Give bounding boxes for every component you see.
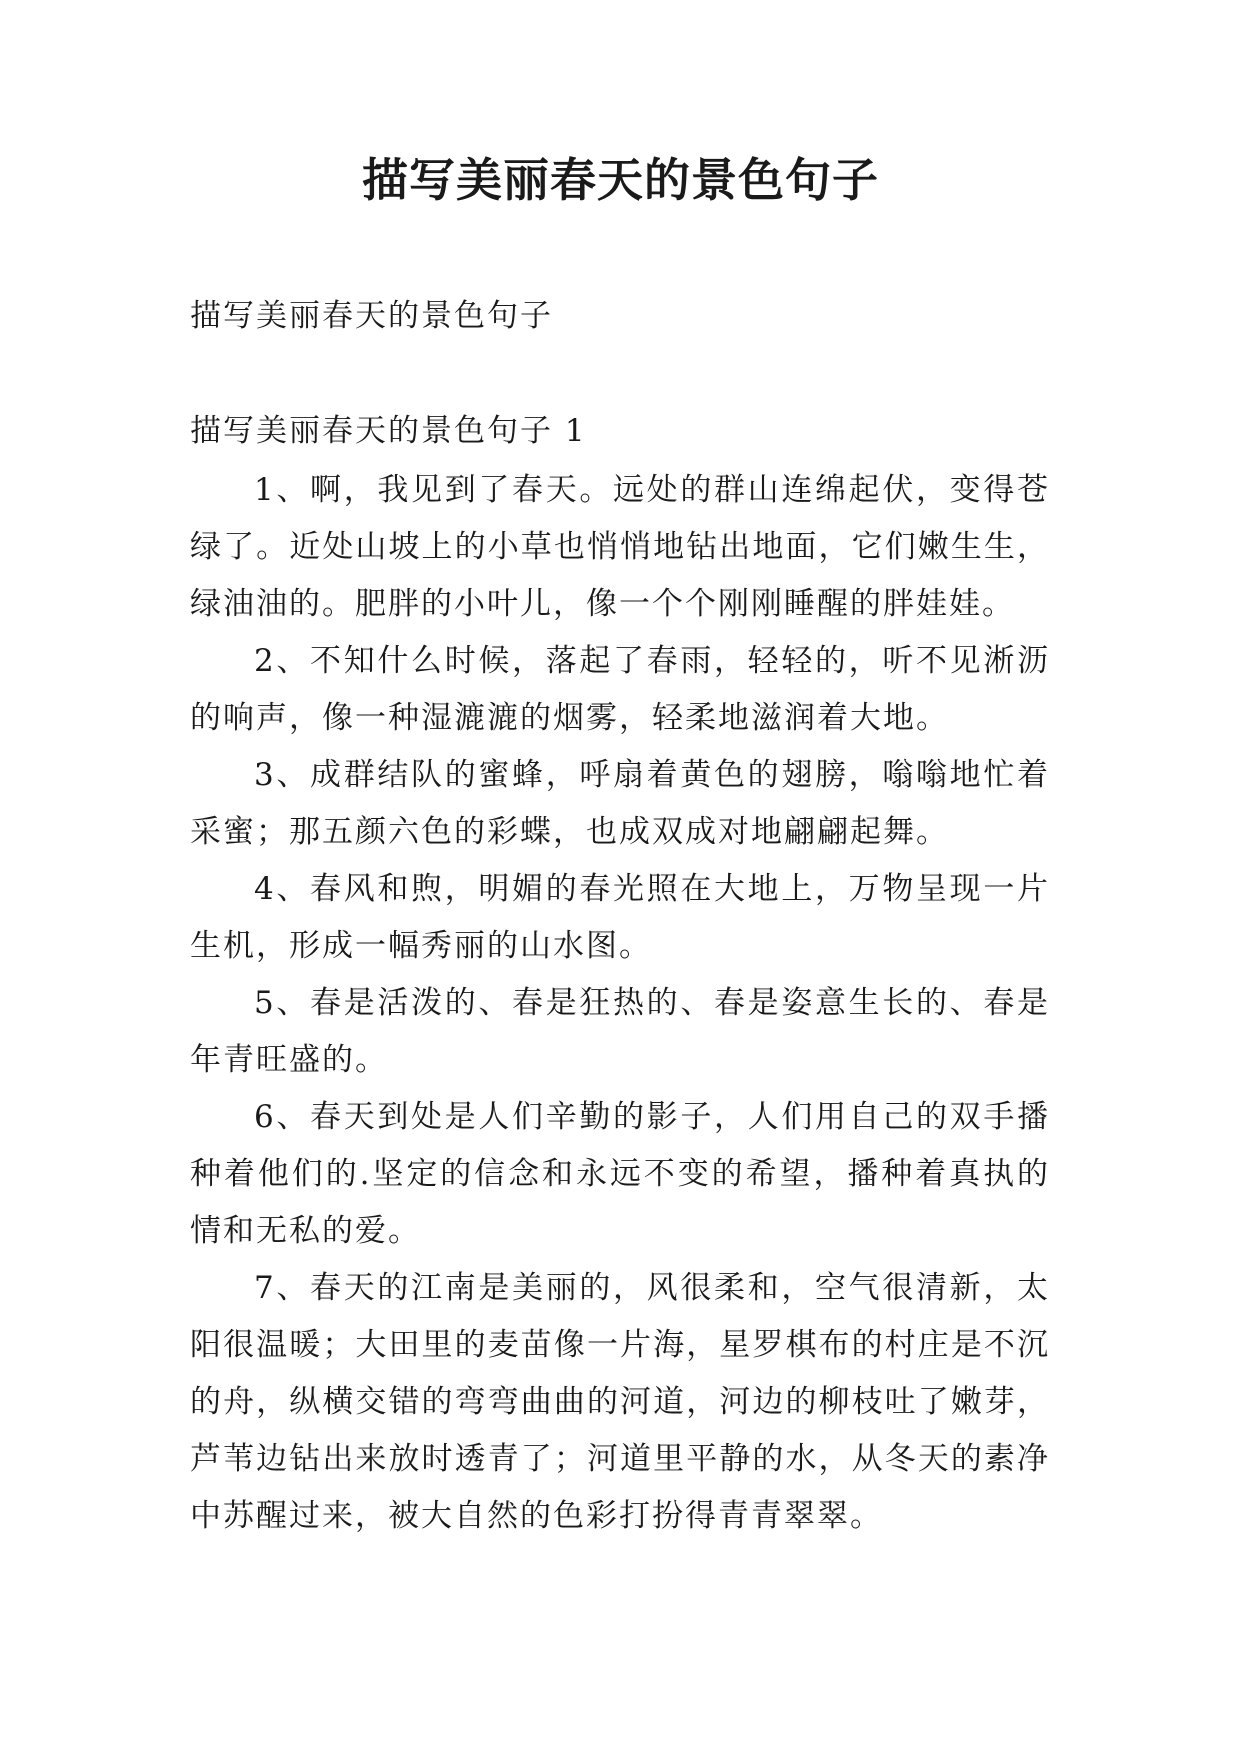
section-heading: 描写美丽春天的景色句子 1	[190, 413, 587, 449]
paragraph-6: 6、春天到处是人们辛勤的影子，人们用自己的双手播种着他们的.坚定的信念和永远不变的希望，播种着真执的情和无私的爱。	[190, 1099, 1050, 1249]
paragraph-3: 3、成群结队的蜜蜂，呼扇着黄色的翅膀，嗡嗡地忙着采蜜；那五颜六色的彩蝶，也成双成对地翩翩起舞。	[190, 757, 1050, 850]
paragraph-2: 2、不知什么时候，落起了春雨，轻轻的，听不见淅沥的响声，像一种湿漉漉的烟雾，轻柔地滋润着大地。	[190, 643, 1050, 736]
paragraph-1: 1、啊，我见到了春天。远处的群山连绵起伏，变得苍绿了。近处山坡上的小草也悄悄地钻出地面，它们嫩生生，绿油油的。肥胖的小叶儿，像一个个刚刚睡醒的胖娃娃。	[190, 472, 1050, 622]
paragraph-5: 5、春是活泼的、春是狂热的、春是姿意生长的、春是年青旺盛的。	[190, 985, 1050, 1078]
document-title: 描写美丽春天的景色句子	[362, 153, 879, 207]
paragraph-4: 4、春风和煦，明媚的春光照在大地上，万物呈现一片生机，形成一幅秀丽的山水图。	[190, 871, 1050, 964]
document-subtitle: 描写美丽春天的景色句子	[190, 298, 553, 334]
paragraph-7: 7、春天的江南是美丽的，风很柔和，空气很清新，太阳很温暖；大田里的麦苗像一片海，星罗棋布的村庄是不沉的舟，纵横交错的弯弯曲曲的河道，河边的柳枝吐了嫩芽，芦苇边钻出来放时透青了；河道里平静的水，从冬天的素净中苏醒过来，被大自然的色彩打扮得青青翠翠。	[190, 1270, 1050, 1534]
